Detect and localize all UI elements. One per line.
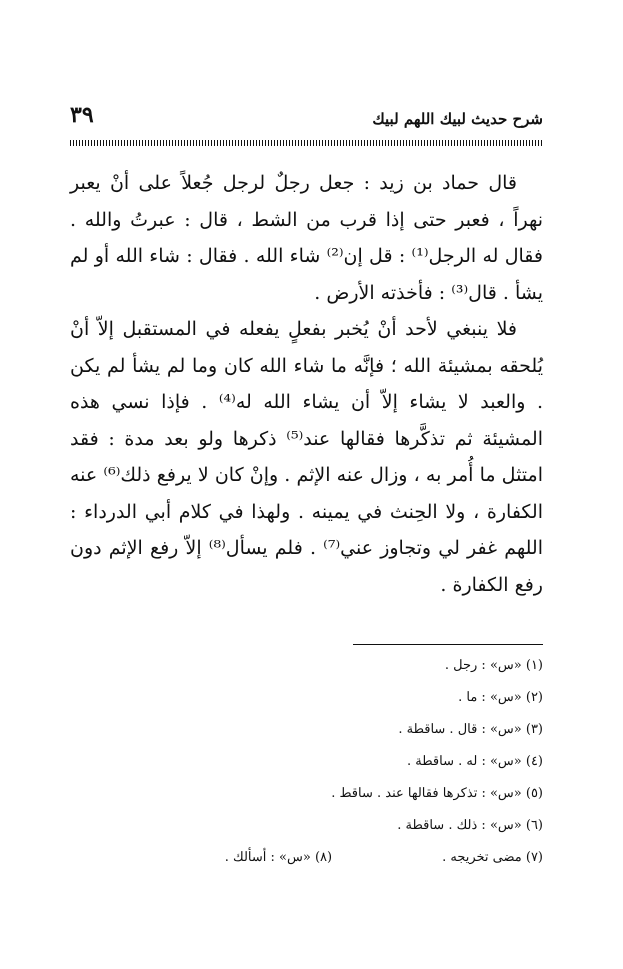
footnote: (٦) «س» : ذلك . ساقطة . (397, 818, 543, 833)
footnote: (٢) «س» : ما . (458, 690, 543, 705)
footnote: (١) «س» : رجل . (444, 658, 543, 673)
paragraph: فلا ينبغي لأحد أنْ يُخبر بفعلٍ يفعله في المستقبل إلاّ أنْ يُلحقه بمشيئة الله ؛ فإنَّه ما شاء الله كان وما لم يشأ لم يكن . والعبد لا يشاء إلاّ أن يشاء الله له⁽⁴⁾ . فإذا نسي هذه المشيئة ثم تذكَّرها فقالها عند⁽⁵⁾ ذكرها ولو بعد مدة : فقد امتثل ما أُمر به ، وزال عنه الإثم . وإنْ كان لا يرفع ذلك⁽⁶⁾ عنه الكفارة ، ولا الحِنث في يمينه . ولهذا في كلام أبي الدرداء : اللهم غفر لي وتجاوز عني⁽⁷⁾ . فلم يسأل⁽⁸⁾ إلاّ رفع الإثم دون رفع الكفارة . (70, 318, 544, 596)
running-title: شرح حديث لبيك اللهم لبيك (372, 110, 543, 128)
footnotes (70, 650, 543, 874)
footnote: (٤) «س» : له . ساقطة . (407, 754, 543, 769)
footnote: (٥) «س» : تذكرها فقالها عند . ساقط . (331, 786, 543, 801)
footnote: (٨) «س» : أسألك . (224, 850, 333, 865)
body-text (70, 165, 543, 603)
page-number: ٣٩ (70, 102, 94, 128)
footnote-rule (353, 644, 543, 645)
footnote: (٣) «س» : قال . ساقطة . (398, 722, 543, 737)
paragraph: قال حماد بن زيد : جعل رجلٌ لرجل جُعلاً على أنْ يعبر نهراً ، فعبر حتى إذا قرب من الشط ، قال : عبرتُ والله . فقال له الرجل⁽¹⁾ : قل إن⁽²⁾ شاء الله . فقال : شاء الله أو لم يشأ . قال⁽³⁾ : فأخذته الأرض . (70, 172, 544, 304)
footnote: (٧) مضى تخريجه . (442, 850, 543, 865)
footnote-row (70, 842, 543, 874)
header-rule (70, 140, 543, 146)
page-header (70, 100, 543, 128)
